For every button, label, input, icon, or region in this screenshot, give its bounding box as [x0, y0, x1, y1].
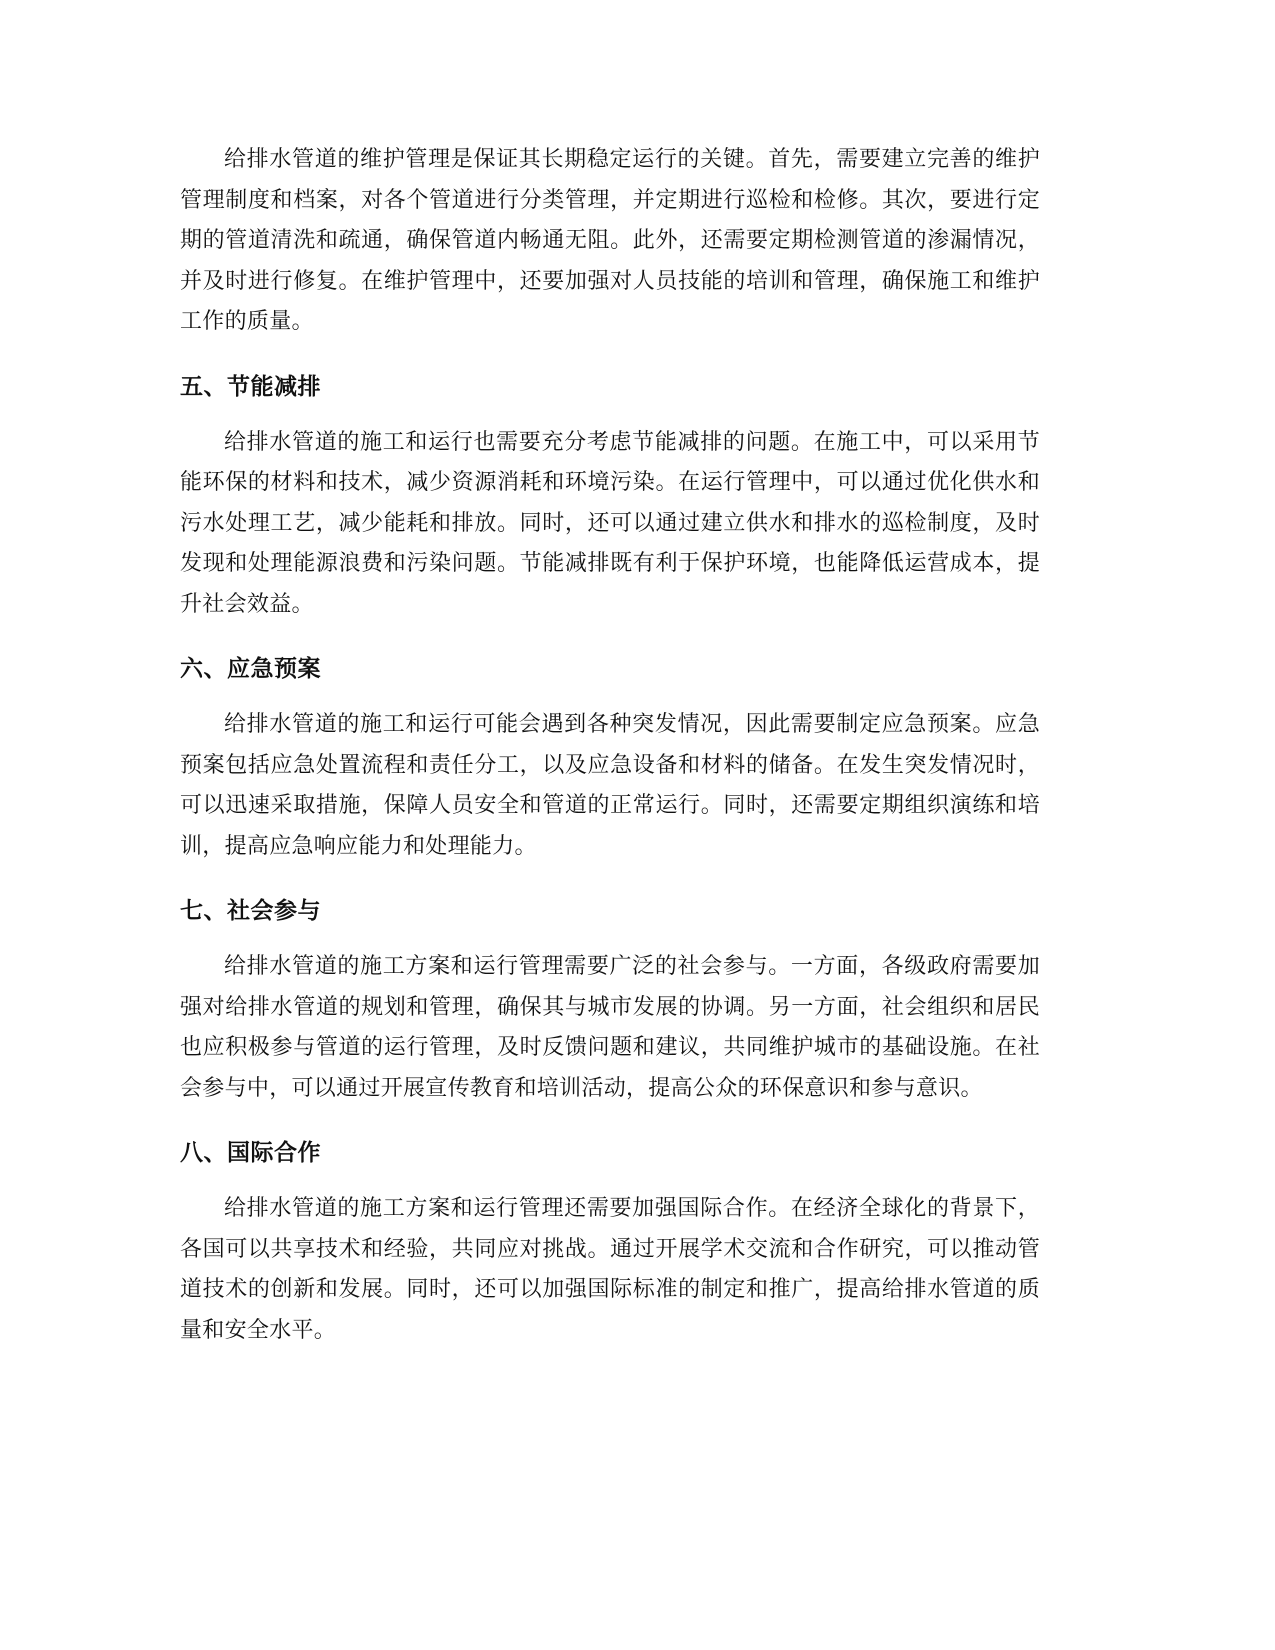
spacer — [180, 1173, 1040, 1189]
section-paragraph-energy-saving: 给排水管道的施工和运行也需要充分考虑节能减排的问题。在施工中，可以采用节能环保的材料和技术，减少资源消耗和环境污染。在运行管理中，可以通过优化供水和污水处理工艺，减少能耗和排放。同时，还可以通过建立供水和排水的巡检制度，及时发现和处理能源浪费和污染问题。节能减排既有利于保护环境，也能降低运营成本，提升社会效益。 — [180, 429, 1040, 617]
spacer — [180, 1109, 1040, 1133]
section-heading-emergency-plan: 六、应急预案 — [180, 656, 321, 682]
spacer — [180, 689, 1040, 705]
section-paragraph-international-cooperation: 给排水管道的施工方案和运行管理还需要加强国际合作。在经济全球化的背景下，各国可以共享技术和经验，共同应对挑战。通过开展学术交流和合作研究，可以推动管道技术的创新和发展。同时，还可以加强国际标准的制定和推广，提高给排水管道的质量和安全水平。 — [180, 1196, 1040, 1343]
section-paragraph-social-participation: 给排水管道的施工方案和运行管理需要广泛的社会参与。一方面，各级政府需要加强对给排水管道的规划和管理，确保其与城市发展的协调。另一方面，社会组织和居民也应积极参与管道的运行管理，及时反馈问题和建议，共同维护城市的基础设施。在社会参与中，可以通过开展宣传教育和培训活动，提高公众的环保意识和参与意识。 — [180, 954, 1040, 1101]
document-page — [180, 140, 1040, 1351]
intro-paragraph: 给排水管道的维护管理是保证其长期稳定运行的关键。首先，需要建立完善的维护管理制度和档案，对各个管道进行分类管理，并定期进行巡检和检修。其次，要进行定期的管道清洗和疏通，确保管道内畅通无阻。此外，还需要定期检测管道的渗漏情况，并及时进行修复。在维护管理中，还要加强对人员技能的培训和管理，确保施工和维护工作的质量。 — [180, 147, 1040, 334]
section-heading-social-participation: 七、社会参与 — [180, 898, 321, 924]
spacer — [180, 343, 1040, 367]
spacer — [180, 867, 1040, 891]
spacer — [180, 931, 1040, 947]
section-heading-international-cooperation: 八、国际合作 — [180, 1140, 321, 1166]
spacer — [180, 407, 1040, 423]
spacer — [180, 625, 1040, 649]
section-heading-energy-saving: 五、节能减排 — [180, 373, 321, 400]
section-paragraph-emergency-plan: 给排水管道的施工和运行可能会遇到各种突发情况，因此需要制定应急预案。应急预案包括应急处置流程和责任分工，以及应急设备和材料的储备。在发生突发情况时，可以迅速采取措施，保障人员安全和管道的正常运行。同时，还需要定期组织演练和培训，提高应急响应能力和处理能力。 — [180, 712, 1040, 859]
